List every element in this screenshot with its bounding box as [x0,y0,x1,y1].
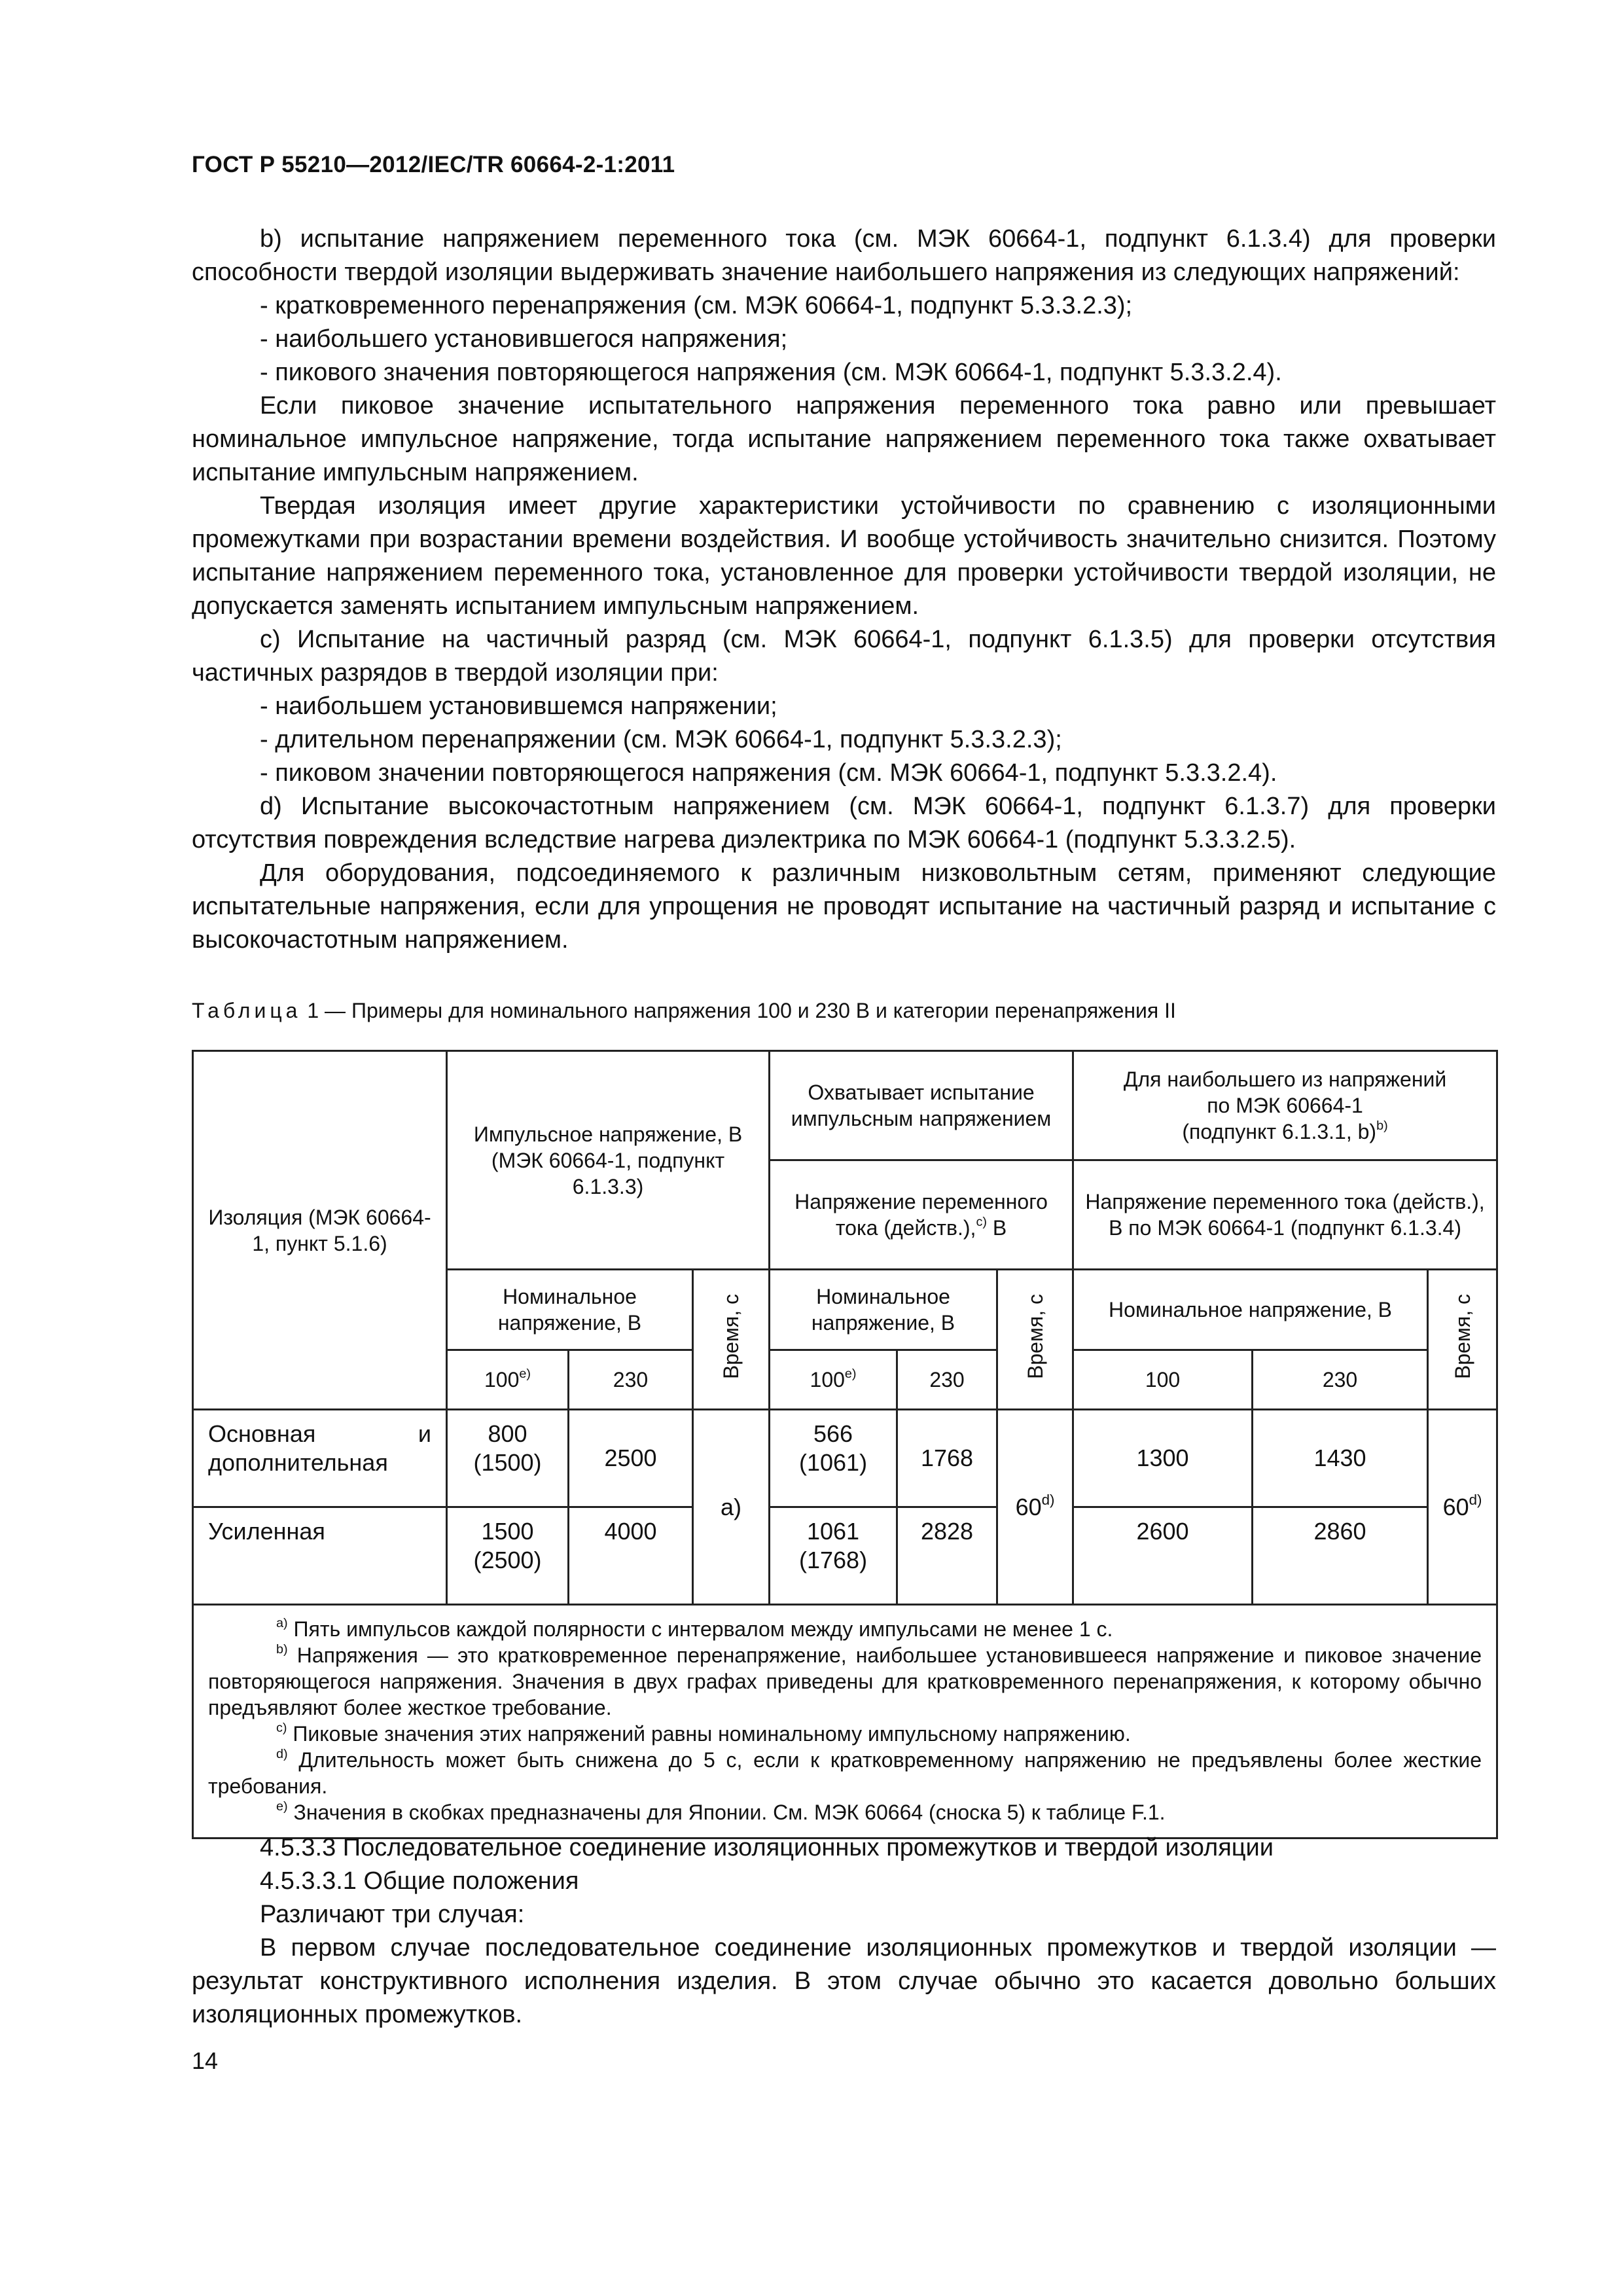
cell-time-highest: 60$^{d)}$ [1428,1410,1497,1605]
cell-value: 2500 [569,1410,693,1507]
note: $^{d)}$ Длительность может быть снижена до 5 с, если к кратковременному напряжению не предъявлены более жесткие требования. [208,1747,1482,1798]
header-100: 100 [1073,1350,1253,1410]
cell-value: 2828 [897,1507,997,1605]
cell-value: 566 (1061) [770,1410,897,1507]
subsection-heading: 4.5.3.3.1 Общие положения [260,1867,579,1895]
cell-time-ac: 60$^{d)}$ [997,1410,1073,1605]
header-insulation: Изоляция (МЭК 60664-1, пункт 5.1.6) [193,1051,447,1410]
header-time: Время, с [693,1270,770,1410]
list-item: - кратковременного перенапряжения (см. МЭК 60664-1, подпункт 5.3.3.2.3); [260,292,1133,319]
paragraph-c: с) Испытание на частичный разряд (см. МЭК 60664-1, подпункт 6.1.3.5) для проверки отсутствия частичных разрядов в твердой изоляции при: [192,626,1496,687]
header-highest-voltage: Для наибольшего из напряжений по МЭК 60664-1 (подпункт 6.1.3.1, b)$^{b)}$ [1073,1051,1497,1160]
header-230: 230 [897,1350,997,1410]
paragraph-equipment: Для оборудования, подсоединяемого к различным низковольтным сетям, применяют следующие испытательные напряжения, если для упрощения не проводят испытание на частичный разряд и испытание с высокочастотным напряжением. [192,859,1496,954]
cell-value: 4000 [569,1507,693,1605]
document-header: ГОСТ Р 55210—2012/IEC/TR 60664-2-1:2011 [192,152,675,177]
header-nominal-voltage: Номинальное напряжение, В [1073,1270,1428,1350]
list-item: - длительном перенапряжении (см. МЭК 60664-1, подпункт 5.3.3.2.3); [260,726,1062,753]
paragraph-solid: Твердая изоляция имеет другие характеристики устойчивости по сравнению с изоляционными промежутками при возрастании времени воздействия. И вообще устойчивость значительно снизится. Поэтому испытание напряжением переменного тока, установленное для проверки устойчивости твердой изоляции, не допускается заменять испытанием импульсным напряжением. [192,492,1496,620]
table-row [193,1410,1497,1507]
list-item: - пикового значения повторяющегося напряжения (см. МЭК 60664-1, подпункт 5.3.3.2.4). [260,359,1282,386]
cell-value: 1061 (1768) [770,1507,897,1605]
paragraph-b: b) испытание напряжением переменного тока (см. МЭК 60664-1, подпункт 6.1.3.4) для проверки способности твердой изоляции выдерживать значение наибольшего напряжения из следующих напряжений: [192,225,1496,286]
note: $^{c)}$ Пиковые значения этих напряжений равны номинальному импульсному напряжению. [276,1721,1131,1746]
table-caption [192,997,1176,1024]
header-nominal-voltage: Номинальное напряжение, В [447,1270,693,1350]
header-covers-impulse: Охватывает испытание импульсным напряжением [770,1051,1073,1160]
header-230: 230 [569,1350,693,1410]
paragraph-first-case: В первом случае последовательное соединение изоляционных промежутков и твердой изоляции — результат конструктивного исполнения изделия. В этом случае обычно это касается довольно больших изоляционных промежутков. [192,1934,1496,2028]
list-item: - пиковом значении повторяющегося напряжения (см. МЭК 60664-1, подпункт 5.3.3.2.4). [260,759,1277,787]
header-100: 100$^{e)}$ [770,1350,897,1410]
section-text [192,1831,1496,2032]
table-notes [193,1605,1497,1839]
cell-value: 800 (1500) [447,1410,569,1507]
header-time: Время, с [1428,1270,1497,1410]
table-caption-word: Таблица [192,999,302,1022]
table-row [193,1507,1497,1605]
section-heading: 4.5.3.3 Последовательное соединение изоляционных промежутков и твердой изоляции [260,1834,1274,1861]
cell-value: 1300 [1073,1410,1253,1507]
paragraph-d: d) Испытание высокочастотным напряжением (см. МЭК 60664-1, подпункт 6.1.3.7) для проверки отсутствия повреждения вследствие нагрева диэлектрика по МЭК 60664-1 (подпункт 5.3.3.2.5). [192,793,1496,853]
voltage-table [192,1050,1498,1839]
list-item: - наибольшем установившемся напряжении; [260,692,777,720]
list-item: - наибольшего установившегося напряжения; [260,325,788,353]
note: $^{e)}$ Значения в скобках предназначены для Японии. См. МЭК 60664 (сноска 5) к таблице F.1. [276,1799,1166,1824]
row-label: Основная и дополнительная [193,1410,447,1507]
cell-value: 1500 (2500) [447,1507,569,1605]
cell-value: 1768 [897,1410,997,1507]
cell-value: 2600 [1073,1507,1253,1605]
row-label: Усиленная [193,1507,447,1605]
cell-time-impulse: a) [693,1410,770,1605]
paragraph-peak: Если пиковое значение испытательного напряжения переменного тока равно или превышает номинальное импульсное напряжение, тогда испытание напряжением переменного тока также охватывает испытание импульсным напряжением. [192,392,1496,486]
paragraph-three-cases: Различают три случая: [260,1901,525,1928]
cell-value: 2860 [1253,1507,1428,1605]
header-impulse-voltage: Импульсное напряжение, В (МЭК 60664-1, подпункт 6.1.3.3) [447,1051,770,1270]
header-230: 230 [1253,1350,1428,1410]
header-ac-voltage-iec: Напряжение переменного тока (действ.), В по МЭК 60664-1 (подпункт 6.1.3.4) [1073,1160,1497,1270]
table-notes-row [193,1605,1497,1839]
header-ac-voltage: Напряжение переменного тока (действ.),$^{c)}$ В [770,1160,1073,1270]
header-time: Время, с [997,1270,1073,1410]
note: $^{a)}$ Пять импульсов каждой полярности с интервалом между импульсами не менее 1 с. [276,1616,1113,1641]
body-text [192,223,1496,957]
header-nominal-voltage: Номинальное напряжение, В [770,1270,997,1350]
header-100: 100$^{e)}$ [447,1350,569,1410]
page-number: 14 [192,2047,219,2074]
note: $^{b)}$ Напряжения — это кратковременное перенапряжение, наибольшее установившееся напряжение и пиковое значение повторяющегося напряжения. Значения в двух графах приведены для кратковременного перенапряжения, к которому обычно предъявляют более жесткое требование. [208,1642,1482,1719]
table-caption-text: 1 — Примеры для номинального напряжения 100 и 230 В и категории перенапряжения II [301,999,1176,1022]
cell-value: 1430 [1253,1410,1428,1507]
